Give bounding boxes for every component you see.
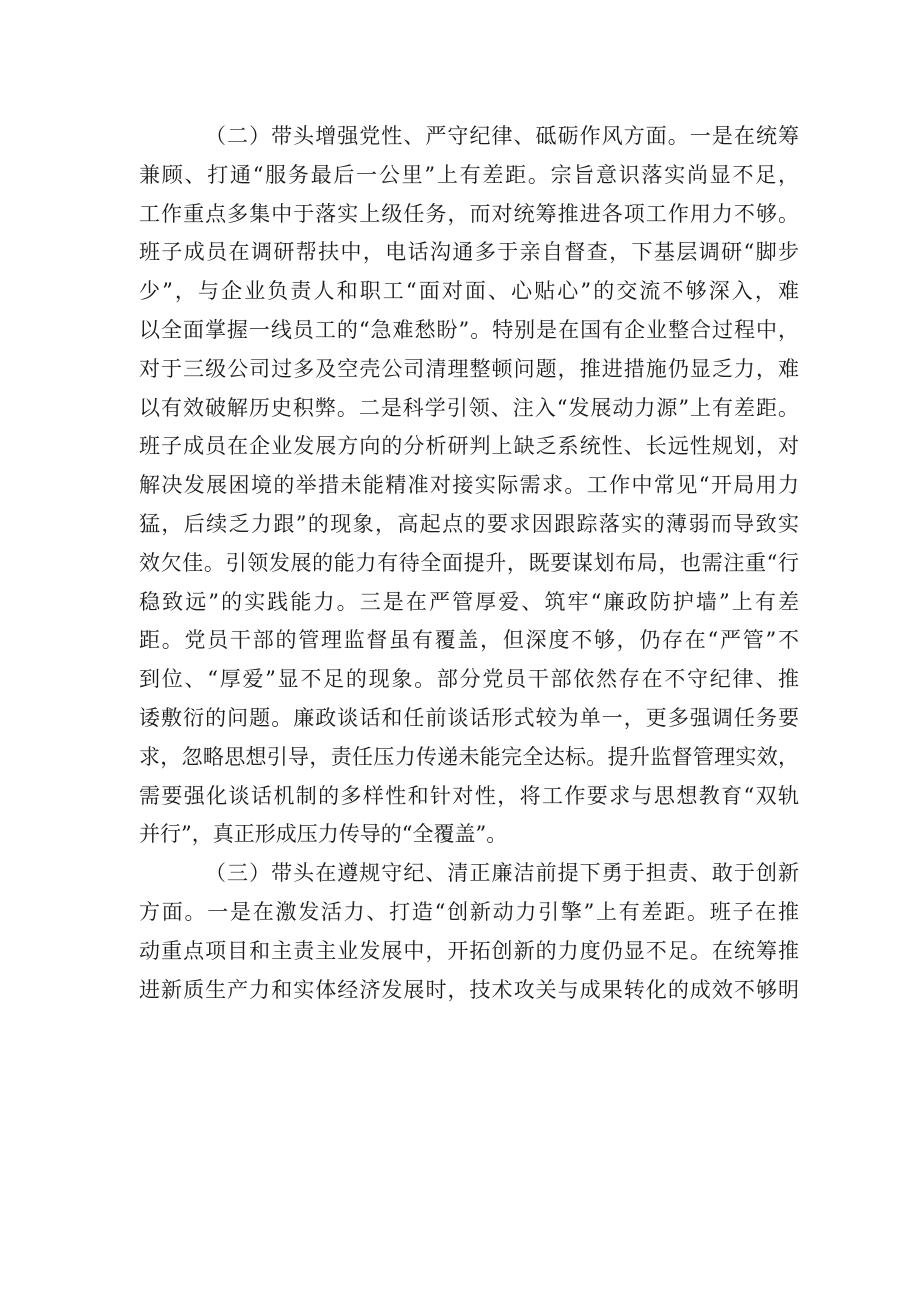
paragraph-2-line-15: 到位、“厚爱”显不足的现象。部分党员干部依然存在不守纪律、推 bbox=[139, 667, 799, 692]
document-body bbox=[139, 117, 799, 1009]
paragraph-2-line-17: 求，忽略思想引导，责任压力传递未能完全达标。提升监督管理实效， bbox=[139, 744, 799, 769]
paragraph-2-line-18: 需要强化谈话机制的多样性和针对性，将工作要求与思想教育“双轨 bbox=[139, 783, 799, 808]
paragraph-2-line-14: 距。党员干部的管理监督虽有覆盖，但深度不够，仍存在“严管”不 bbox=[139, 628, 799, 653]
paragraph-2-line-5: 少”，与企业负责人和职工“面对面、心贴心”的交流不够深入，难 bbox=[139, 279, 799, 304]
paragraph-2-line-2: 兼顾、打通“服务最后一公里”上有差距。宗旨意识落实尚显不足， bbox=[139, 162, 799, 187]
paragraph-2-line-16: 诿敷衍的问题。廉政谈话和任前谈话形式较为单一，更多强调任务要 bbox=[139, 705, 799, 730]
paragraph-3-line-1: （三）带头在遵规守纪、清正廉洁前提下勇于担责、敢于创新 bbox=[205, 861, 799, 886]
paragraph-2-line-4: 班子成员在调研帮扶中，电话沟通多于亲自督查，下基层调研“脚步 bbox=[139, 240, 799, 265]
paragraph-3-line-2: 方面。一是在激发活力、打造“创新动力引擎”上有差距。班子在推 bbox=[139, 899, 799, 924]
paragraph-2-line-6: 以全面掌握一线员工的“急难愁盼”。特别是在国有企业整合过程中， bbox=[139, 317, 799, 342]
paragraph-2-line-9: 班子成员在企业发展方向的分析研判上缺乏系统性、长远性规划，对 bbox=[139, 434, 799, 459]
paragraph-3-line-4: 进新质生产力和实体经济发展时，技术攻关与成果转化的成效不够明 bbox=[139, 977, 799, 1002]
paragraph-2-line-19: 并行”，真正形成压力传导的“全覆盖”。 bbox=[139, 822, 508, 847]
paragraph-2-line-12: 效欠佳。引领发展的能力有待全面提升，既要谋划布局，也需注重“行 bbox=[139, 550, 799, 575]
paragraph-2-line-11: 猛，后续乏力跟”的现象，高起点的要求因跟踪落实的薄弱而导致实 bbox=[139, 511, 799, 536]
paragraph-2-line-3: 工作重点多集中于落实上级任务，而对统筹推进各项工作用力不够。 bbox=[139, 201, 799, 226]
paragraph-2-line-7: 对于三级公司过多及空壳公司清理整顿问题，推进措施仍显乏力，难 bbox=[139, 356, 799, 381]
paragraph-3-line-3: 动重点项目和主责主业发展中，开拓创新的力度仍显不足。在统筹推 bbox=[139, 938, 799, 963]
paragraph-2-line-10: 解决发展困境的举措未能精准对接实际需求。工作中常见“开局用力 bbox=[139, 473, 799, 498]
paragraph-2-line-13: 稳致远”的实践能力。三是在严管厚爱、筑牢“廉政防护墙”上有差 bbox=[139, 589, 799, 614]
paragraph-2-line-1: （二）带头增强党性、严守纪律、砥砺作风方面。一是在统筹 bbox=[205, 124, 799, 148]
paragraph-2-line-8: 以有效破解历史积弊。二是科学引领、注入“发展动力源”上有差距。 bbox=[139, 395, 799, 420]
